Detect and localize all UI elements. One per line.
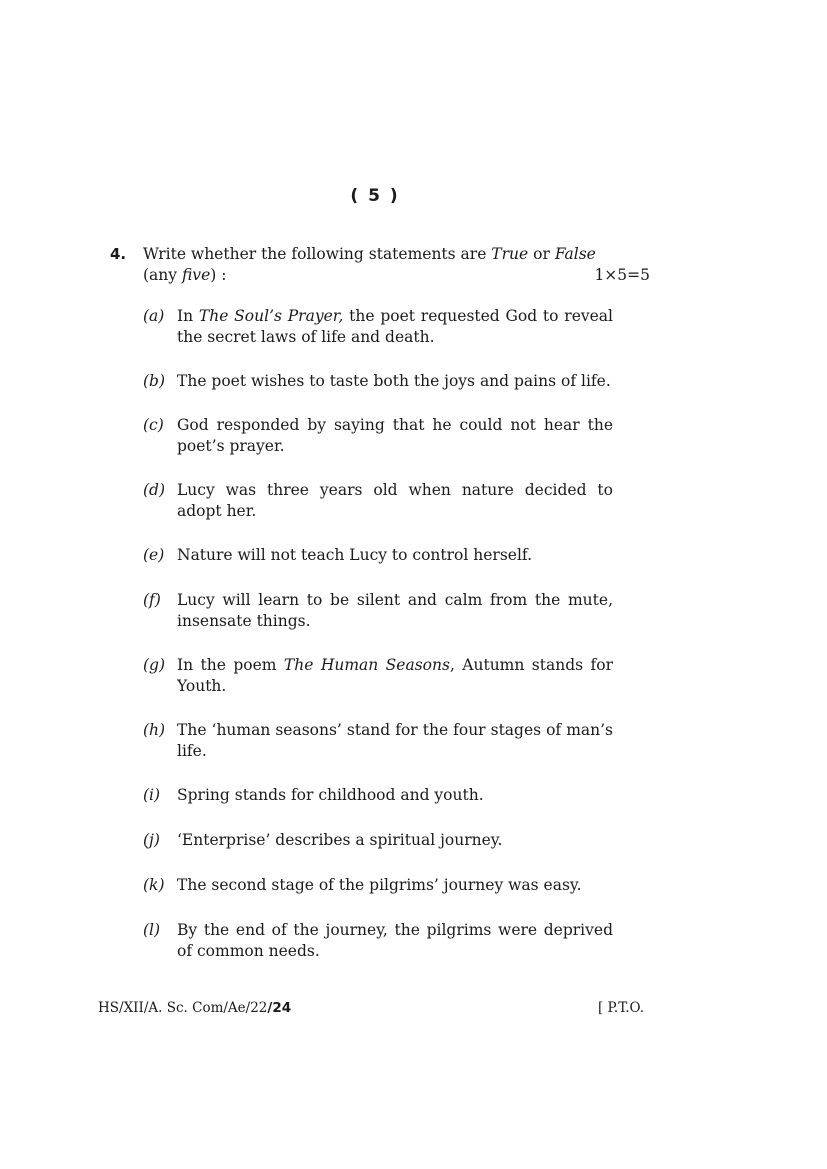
footer-paper-code: HS/XII/A. Sc. Com/Ae/22/24	[98, 1000, 292, 1016]
page-number: ( 5 )	[350, 186, 400, 206]
question-instruction-line1: Write whether the following statements are True or False	[143, 245, 596, 263]
statement-c: (c) God responded by saying that he could not hear the poet’s prayer.	[143, 416, 613, 455]
statement-list	[143, 306, 613, 962]
statement-g: (g) In the poem The Human Seasons, Autumn stands for Youth.	[143, 656, 613, 695]
question-marks: 1×5=5	[594, 266, 650, 284]
statement-b: (b) The poet wishes to taste both the joys and pains of life.	[143, 372, 611, 390]
statement-d: (d) Lucy was three years old when nature decided to adopt her.	[143, 481, 613, 520]
question-instruction-line2: (any five) : 1×5=5	[143, 266, 650, 284]
statement-j: (j) ‘Enterprise’ describes a spiritual journey.	[143, 831, 503, 849]
question-number: 4.	[110, 245, 127, 263]
statement-l: (l) By the end of the journey, the pilgrims were deprived of common needs.	[143, 921, 613, 960]
footer-pto: [ P.T.O.	[598, 1000, 645, 1016]
statement-i: (i) Spring stands for childhood and youth.	[143, 786, 484, 804]
statement-a: (a) In The Soul’s Prayer, the poet requested God to reveal the secret laws of life and death.	[143, 307, 613, 346]
statement-e: (e) Nature will not teach Lucy to control herself.	[143, 546, 533, 564]
question-4	[110, 244, 655, 286]
statement-h: (h) The ‘human seasons’ stand for the four stages of man’s life.	[143, 721, 613, 760]
statement-k: (k) The second stage of the pilgrims’ journey was easy.	[143, 876, 582, 894]
statement-f: (f) Lucy will learn to be silent and calm from the mute, insensate things.	[143, 591, 613, 630]
